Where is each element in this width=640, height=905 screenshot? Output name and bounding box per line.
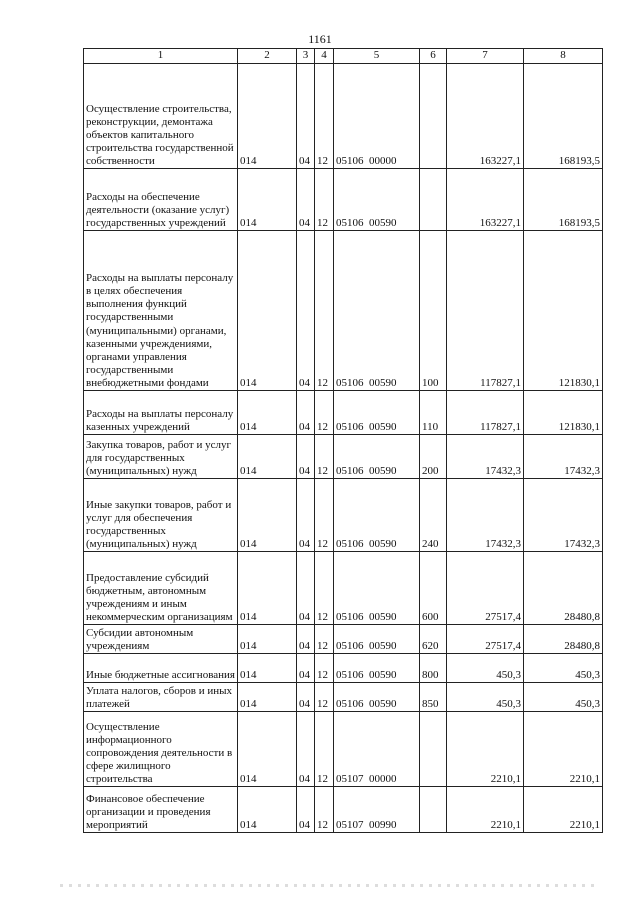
table-row <box>84 435 603 479</box>
section-cell: 04 <box>297 231 315 391</box>
amount-col8-cell: 168193,5 <box>524 169 603 231</box>
amount-col8-cell: 168193,5 <box>524 64 603 169</box>
amount-col7-cell: 163227,1 <box>447 64 524 169</box>
amount-col7-cell: 17432,3 <box>447 479 524 552</box>
section-cell: 04 <box>297 787 315 833</box>
subsection-cell: 12 <box>315 231 334 391</box>
expense-type-cell: 600 <box>420 552 447 625</box>
section-cell: 04 <box>297 654 315 683</box>
expense-name-cell: Закупка товаров, работ и услуг для государственных (муниципальных) нужд <box>84 435 238 479</box>
section-cell: 04 <box>297 435 315 479</box>
header-cell: 3 <box>297 49 315 64</box>
expense-name-cell: Предоставление субсидий бюджетным, автономным учреждениям и иным некоммерческим организациям <box>84 552 238 625</box>
section-cell: 04 <box>297 625 315 654</box>
expense-type-cell: 100 <box>420 231 447 391</box>
section-cell: 04 <box>297 552 315 625</box>
section-cell: 04 <box>297 683 315 712</box>
expense-name-cell: Расходы на выплаты персоналу в целях обеспечения выполнения функций государственными (муниципальными) органами, казенными учреждениями, органами управления государственными внебюджетными фондами <box>84 231 238 391</box>
header-row <box>84 49 603 64</box>
table-row <box>84 169 603 231</box>
target-article-cell: 05106 00590 <box>334 231 420 391</box>
target-article-cell: 05106 00590 <box>334 479 420 552</box>
subsection-cell: 12 <box>315 479 334 552</box>
expense-type-cell: 200 <box>420 435 447 479</box>
header-cell: 5 <box>334 49 420 64</box>
section-cell: 04 <box>297 169 315 231</box>
amount-col7-cell: 163227,1 <box>447 169 524 231</box>
expense-name-cell: Расходы на обеспечение деятельности (оказание услуг) государственных учреждений <box>84 169 238 231</box>
page-number: 1161 <box>308 32 332 46</box>
ministry-code-cell: 014 <box>238 231 297 391</box>
expense-type-cell <box>420 169 447 231</box>
expense-type-cell: 850 <box>420 683 447 712</box>
target-article-cell: 05107 00000 <box>334 712 420 787</box>
target-article-cell: 05106 00590 <box>334 391 420 435</box>
target-article-cell: 05106 00000 <box>334 64 420 169</box>
table-row <box>84 683 603 712</box>
amount-col8-cell: 450,3 <box>524 683 603 712</box>
header-cell: 8 <box>524 49 603 64</box>
ministry-code-cell: 014 <box>238 625 297 654</box>
amount-col7-cell: 117827,1 <box>447 391 524 435</box>
ministry-code-cell: 014 <box>238 683 297 712</box>
amount-col8-cell: 17432,3 <box>524 479 603 552</box>
expense-type-cell: 240 <box>420 479 447 552</box>
expense-type-cell: 800 <box>420 654 447 683</box>
target-article-cell: 05106 00590 <box>334 435 420 479</box>
expense-name-cell: Иные бюджетные ассигнования <box>84 654 238 683</box>
table-row <box>84 552 603 625</box>
subsection-cell: 12 <box>315 712 334 787</box>
expense-type-cell: 620 <box>420 625 447 654</box>
section-cell: 04 <box>297 712 315 787</box>
table-row <box>84 64 603 169</box>
amount-col8-cell: 450,3 <box>524 654 603 683</box>
subsection-cell: 12 <box>315 787 334 833</box>
amount-col7-cell: 17432,3 <box>447 435 524 479</box>
amount-col7-cell: 27517,4 <box>447 552 524 625</box>
amount-col7-cell: 27517,4 <box>447 625 524 654</box>
target-article-cell: 05106 00590 <box>334 654 420 683</box>
ministry-code-cell: 014 <box>238 391 297 435</box>
amount-col8-cell: 121830,1 <box>524 231 603 391</box>
expense-name-cell: Осуществление информационного сопровождения деятельности в сфере жилищного строительства <box>84 712 238 787</box>
subsection-cell: 12 <box>315 683 334 712</box>
header-cell: 7 <box>447 49 524 64</box>
table-row <box>84 391 603 435</box>
subsection-cell: 12 <box>315 169 334 231</box>
table-row <box>84 654 603 683</box>
expense-type-cell <box>420 787 447 833</box>
target-article-cell: 05106 00590 <box>334 625 420 654</box>
header-cell: 1 <box>84 49 238 64</box>
ministry-code-cell: 014 <box>238 435 297 479</box>
amount-col8-cell: 2210,1 <box>524 712 603 787</box>
target-article-cell: 05106 00590 <box>334 683 420 712</box>
table-row <box>84 231 603 391</box>
target-article-cell: 05107 00990 <box>334 787 420 833</box>
amount-col7-cell: 2210,1 <box>447 787 524 833</box>
header-cell: 4 <box>315 49 334 64</box>
expense-name-cell: Иные закупки товаров, работ и услуг для обеспечения государственных (муниципальных) нужд <box>84 479 238 552</box>
table-row <box>84 787 603 833</box>
ministry-code-cell: 014 <box>238 64 297 169</box>
section-cell: 04 <box>297 391 315 435</box>
amount-col8-cell: 121830,1 <box>524 391 603 435</box>
amount-col8-cell: 28480,8 <box>524 552 603 625</box>
amount-col7-cell: 450,3 <box>447 683 524 712</box>
expense-type-cell <box>420 712 447 787</box>
budget-table <box>83 48 603 833</box>
subsection-cell: 12 <box>315 625 334 654</box>
subsection-cell: 12 <box>315 64 334 169</box>
expense-name-cell: Субсидии автономным учреждениям <box>84 625 238 654</box>
ministry-code-cell: 014 <box>238 787 297 833</box>
target-article-cell: 05106 00590 <box>334 552 420 625</box>
header-cell: 6 <box>420 49 447 64</box>
expense-type-cell <box>420 64 447 169</box>
subsection-cell: 12 <box>315 552 334 625</box>
section-cell: 04 <box>297 479 315 552</box>
ministry-code-cell: 014 <box>238 654 297 683</box>
subsection-cell: 12 <box>315 391 334 435</box>
amount-col8-cell: 28480,8 <box>524 625 603 654</box>
ministry-code-cell: 014 <box>238 479 297 552</box>
expense-name-cell: Осуществление строительства, реконструкции, демонтажа объектов капитального строительства государственной собственности <box>84 64 238 169</box>
amount-col8-cell: 2210,1 <box>524 787 603 833</box>
expense-name-cell: Расходы на выплаты персоналу казенных учреждений <box>84 391 238 435</box>
amount-col8-cell: 17432,3 <box>524 435 603 479</box>
table-row <box>84 625 603 654</box>
subsection-cell: 12 <box>315 654 334 683</box>
table-row <box>84 479 603 552</box>
table-row <box>84 712 603 787</box>
header-cell: 2 <box>238 49 297 64</box>
ministry-code-cell: 014 <box>238 712 297 787</box>
amount-col7-cell: 2210,1 <box>447 712 524 787</box>
expense-name-cell: Финансовое обеспечение организации и проведения мероприятий <box>84 787 238 833</box>
amount-col7-cell: 117827,1 <box>447 231 524 391</box>
subsection-cell: 12 <box>315 435 334 479</box>
expense-type-cell: 110 <box>420 391 447 435</box>
section-cell: 04 <box>297 64 315 169</box>
scan-noise <box>60 884 600 887</box>
target-article-cell: 05106 00590 <box>334 169 420 231</box>
expense-name-cell: Уплата налогов, сборов и иных платежей <box>84 683 238 712</box>
ministry-code-cell: 014 <box>238 552 297 625</box>
ministry-code-cell: 014 <box>238 169 297 231</box>
amount-col7-cell: 450,3 <box>447 654 524 683</box>
